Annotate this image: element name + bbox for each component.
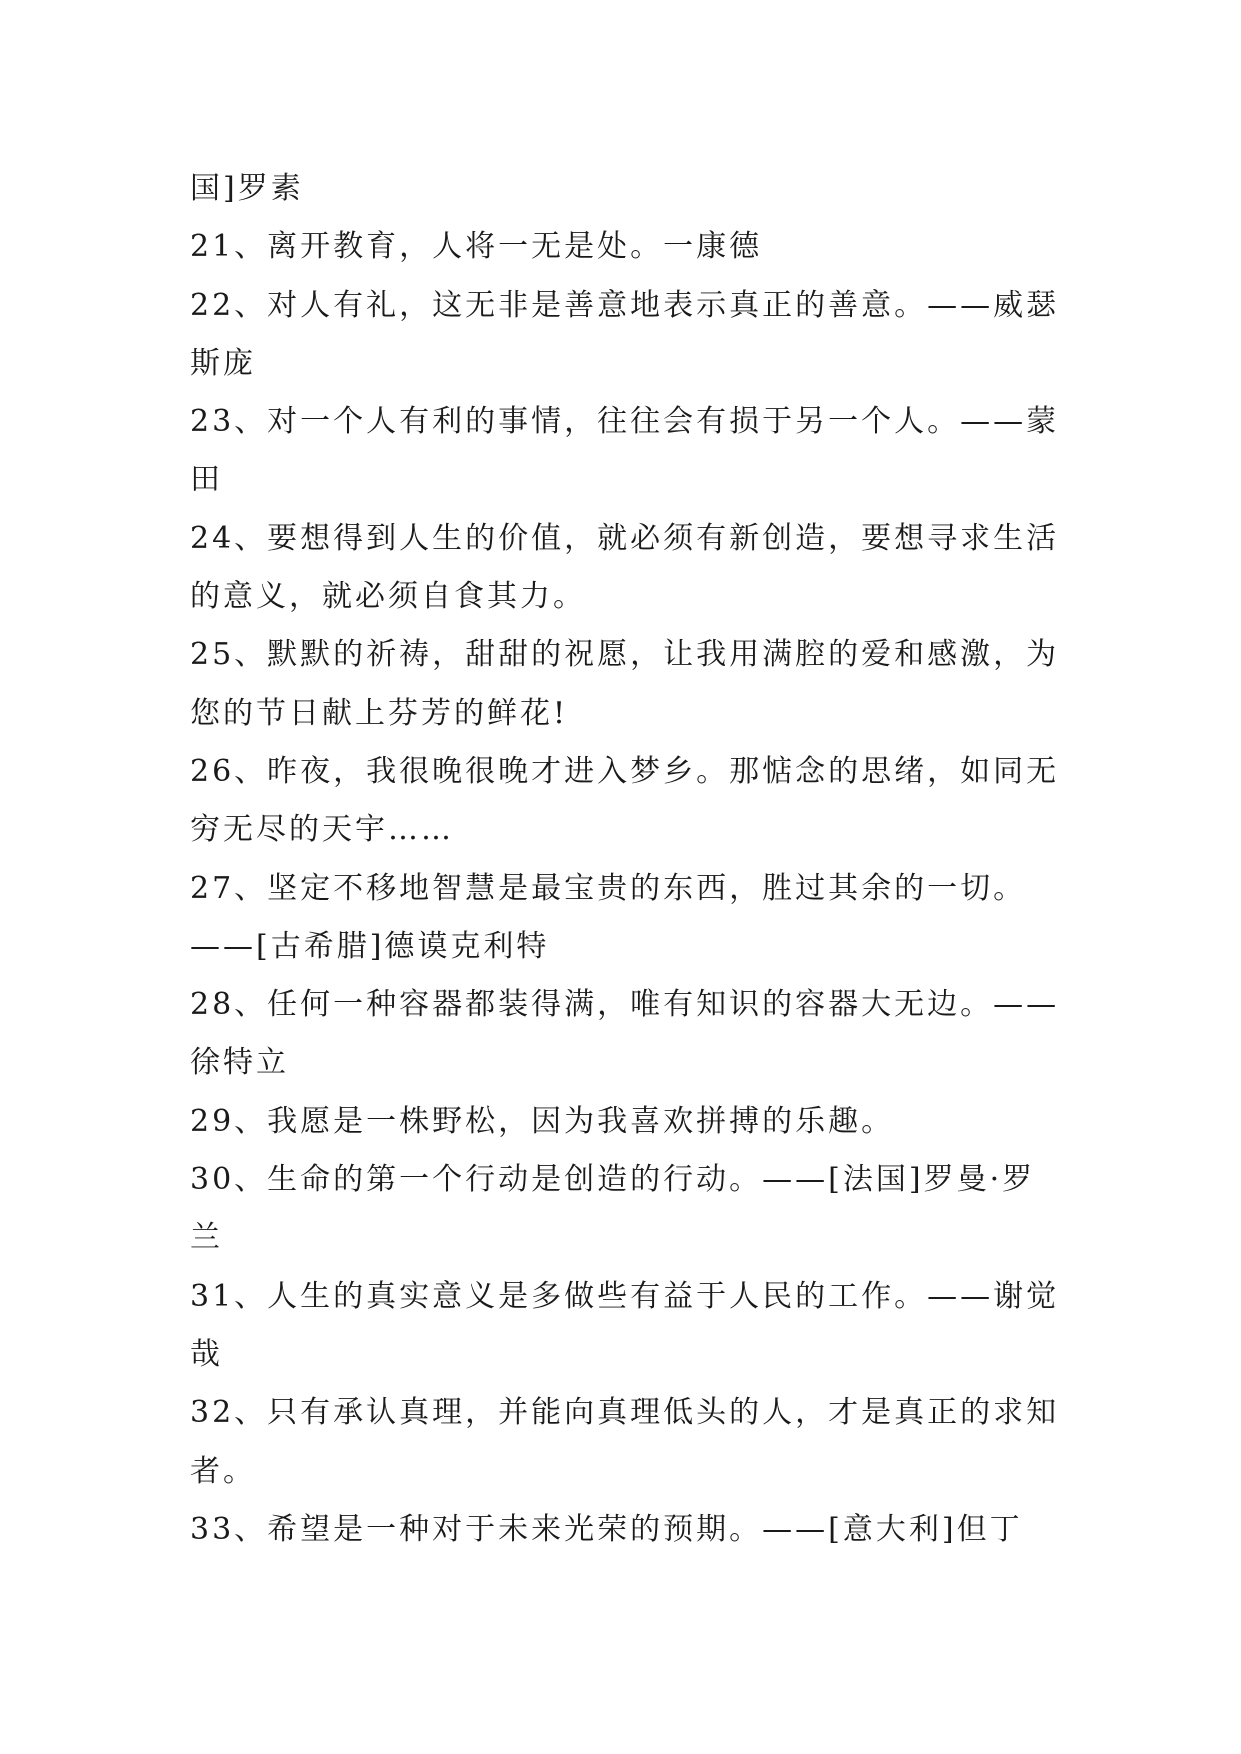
text-line: 22、对人有礼，这无非是善意地表示真正的善意。——威瑟 bbox=[190, 287, 1060, 323]
text-line: 25、默默的祈祷，甜甜的祝愿，让我用满腔的爱和感激，为 bbox=[190, 637, 1060, 673]
text-line: 24、要想得到人生的价值，就必须有新创造，要想寻求生活 bbox=[190, 520, 1060, 556]
text-line: 31、人生的真实意义是多做些有益于人民的工作。——谢觉 bbox=[190, 1278, 1060, 1314]
text-line: 23、对一个人有利的事情，往往会有损于另一个人。——蒙 bbox=[190, 404, 1060, 440]
quote-list bbox=[190, 160, 1060, 1559]
text-line: 27、坚定不移地智慧是最宝贵的东西，胜过其余的一切。 bbox=[190, 870, 1027, 906]
text-line: 兰 bbox=[190, 1220, 223, 1256]
text-line: 者。 bbox=[190, 1453, 256, 1489]
text-line: 徐特立 bbox=[190, 1045, 289, 1081]
text-line: 26、昨夜，我很晚很晚才进入梦乡。那惦念的思绪，如同无 bbox=[190, 753, 1060, 789]
text-line: 田 bbox=[190, 462, 223, 498]
text-line: 29、我愿是一株野松，因为我喜欢拼搏的乐趣。 bbox=[190, 1103, 895, 1139]
text-line: 28、任何一种容器都装得满，唯有知识的容器大无边。—— bbox=[190, 987, 1060, 1023]
text-line: 33、希望是一种对于未来光荣的预期。——[意大利]但丁 bbox=[190, 1511, 1023, 1547]
text-line: 您的节日献上芬芳的鲜花! bbox=[190, 695, 569, 731]
text-line: 穷无尽的天宇…… bbox=[190, 812, 454, 848]
text-line: 哉 bbox=[190, 1336, 223, 1372]
text-line: ——[古希腊]德谟克利特 bbox=[190, 928, 550, 964]
text-line: 30、生命的第一个行动是创造的行动。——[法国]罗曼·罗 bbox=[190, 1162, 1036, 1198]
text-line: 国]罗素 bbox=[190, 171, 304, 206]
text-line: 21、离开教育，人将一无是处。一康德 bbox=[190, 229, 763, 265]
text-line: 斯庞 bbox=[190, 345, 256, 381]
text-line: 32、只有承认真理，并能向真理低头的人，才是真正的求知 bbox=[190, 1395, 1060, 1431]
text-line: 的意义，就必须自食其力。 bbox=[190, 579, 586, 615]
